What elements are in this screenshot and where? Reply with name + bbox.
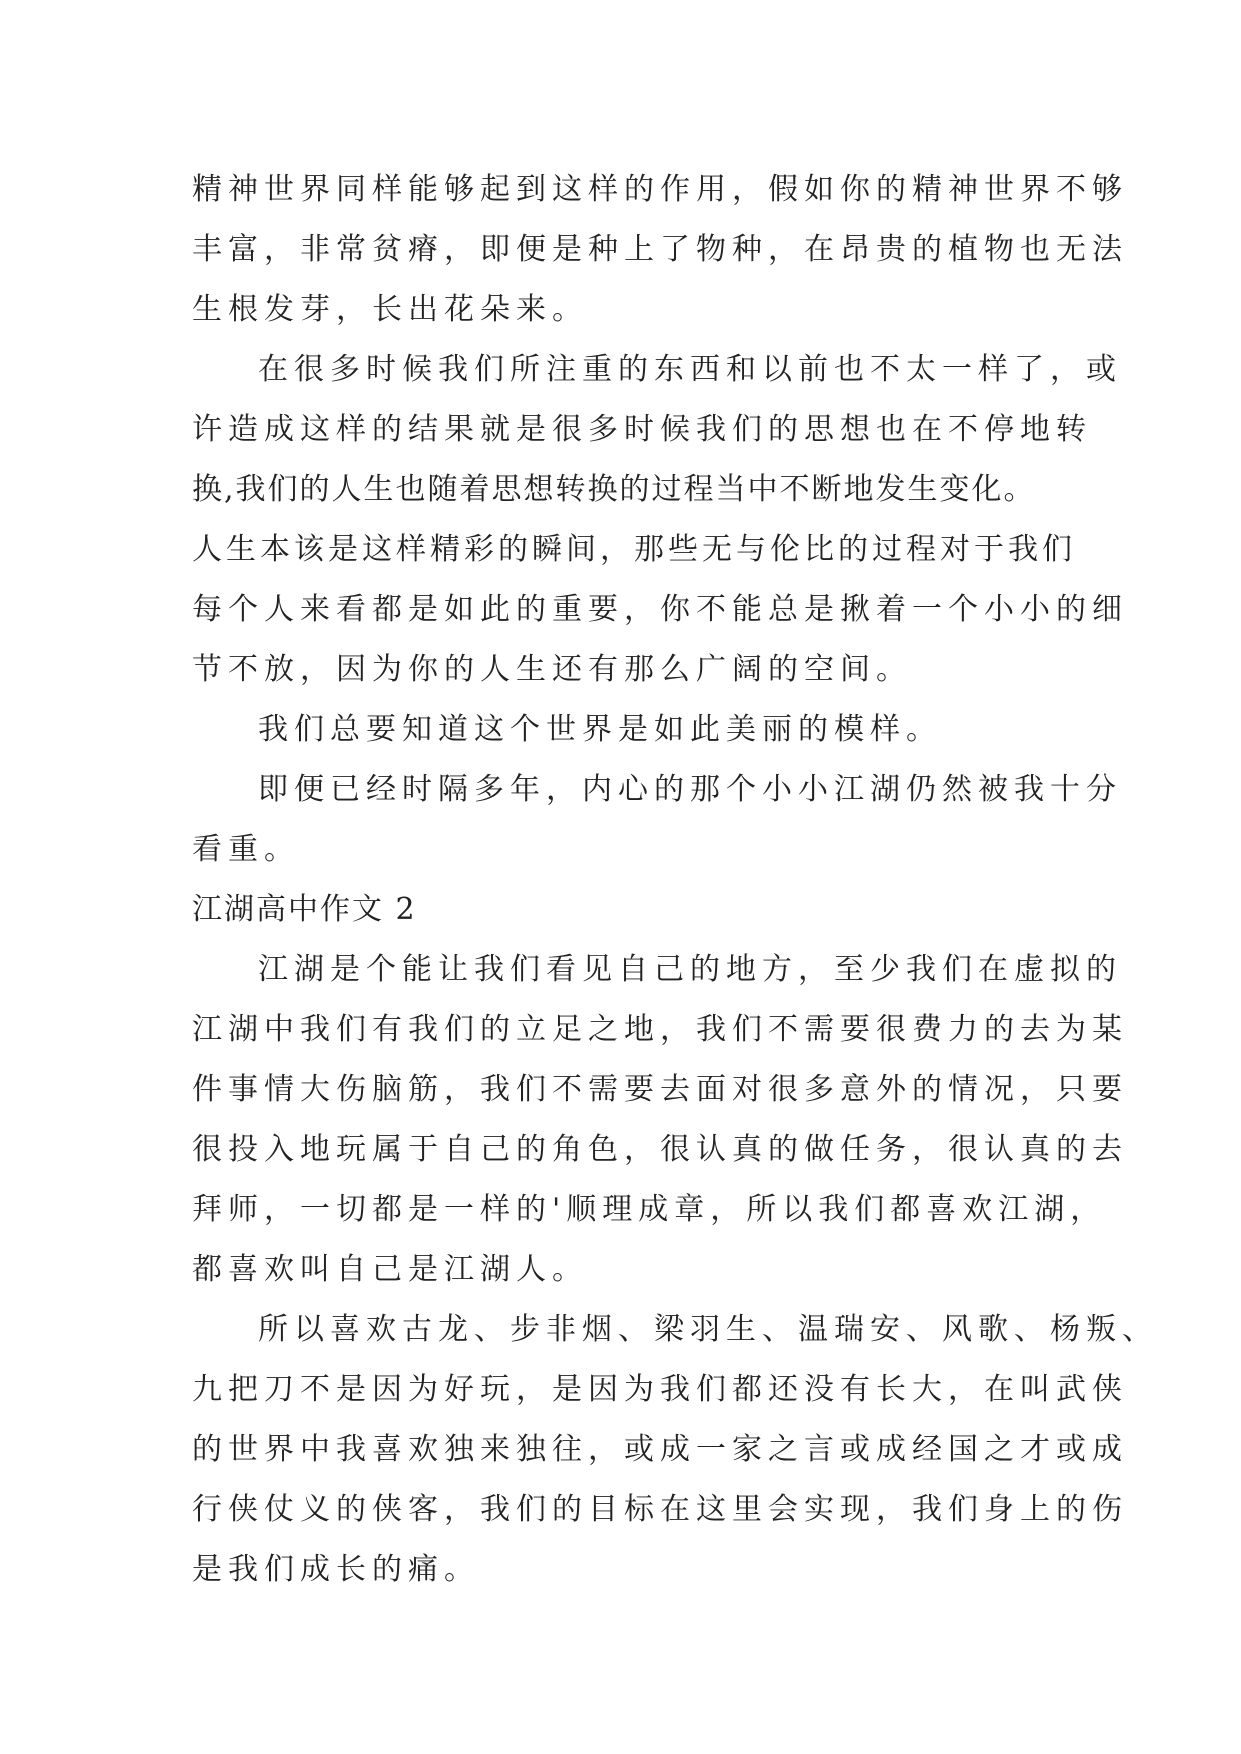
text-line: 精神世界同样能够起到这样的作用，假如你的精神世界不够 <box>192 172 1128 207</box>
text-line: 我们总要知道这个世界是如此美丽的模样。 <box>258 712 942 747</box>
text-line: 看重。 <box>192 832 300 867</box>
text-line: 许造成这样的结果就是很多时候我们的思想也在不停地转 <box>192 412 1092 447</box>
text-line: 都喜欢叫自己是江湖人。 <box>192 1252 588 1287</box>
text-line: 九把刀不是因为好玩，是因为我们都还没有长大，在叫武侠 <box>192 1372 1128 1407</box>
document-body <box>192 160 1158 1600</box>
text-line: 所以喜欢古龙、步非烟、梁羽生、温瑞安、风歌、杨叛、 <box>258 1312 1158 1347</box>
text-line: 人生本该是这样精彩的瞬间，那些无与伦比的过程对于我们 <box>192 532 1076 567</box>
text-line: 很投入地玩属于自己的角色，很认真的做任务，很认真的去 <box>192 1132 1128 1167</box>
text-line: 每个人来看都是如此的重要，你不能总是揪着一个小小的细 <box>192 592 1128 627</box>
text-line: 的世界中我喜欢独来独往，或成一家之言或成经国之才或成 <box>192 1432 1128 1467</box>
text-line: 节不放，因为你的人生还有那么广阔的空间。 <box>192 652 912 687</box>
text-line: 即便已经时隔多年，内心的那个小小江湖仍然被我十分 <box>258 772 1122 807</box>
text-line: 是我们成长的痛。 <box>192 1552 480 1587</box>
text-line: 在很多时候我们所注重的东西和以前也不太一样了，或 <box>258 352 1122 387</box>
text-line: 丰富，非常贫瘠，即便是种上了物种，在昂贵的植物也无法 <box>192 232 1128 267</box>
text-line: 换,我们的人生也随着思想转换的过程当中不断地发生变化。 <box>192 472 1036 507</box>
text-line: 江湖是个能让我们看见自己的地方，至少我们在虚拟的 <box>258 952 1122 987</box>
text-line: 行侠仗义的侠客，我们的目标在这里会实现，我们身上的伤 <box>192 1492 1128 1527</box>
text-line: 江湖中我们有我们的立足之地，我们不需要很费力的去为某 <box>192 1012 1128 1047</box>
text-line: 件事情大伤脑筋，我们不需要去面对很多意外的情况，只要 <box>192 1072 1128 1107</box>
text-line: 生根发芽，长出花朵来。 <box>192 292 588 327</box>
text-line: 拜师，一切都是一样的'顺理成章，所以我们都喜欢江湖， <box>192 1192 1107 1227</box>
section-heading: 江湖高中作文 2 <box>192 892 417 927</box>
